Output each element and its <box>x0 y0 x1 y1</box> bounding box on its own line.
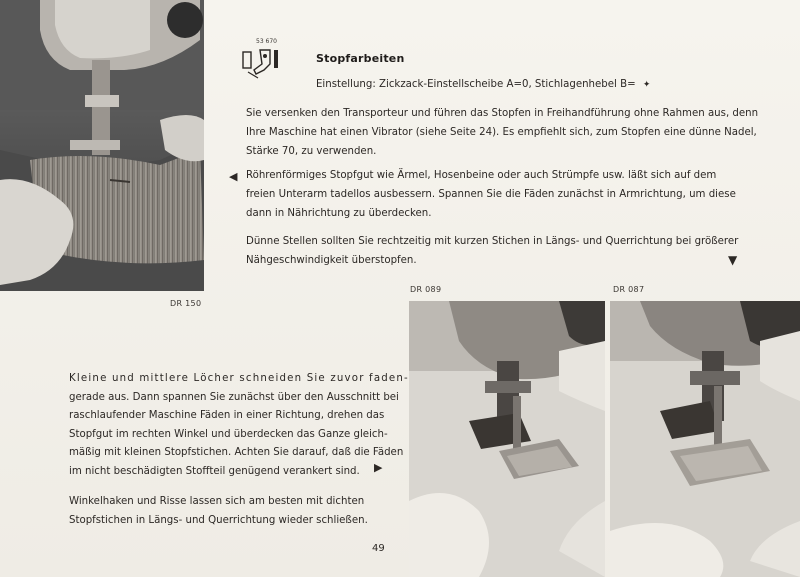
paragraph-1-line-1: Sie versenken den Transporteur und führen das Stopfen in Freihandführung ohne Rahmen aus, denn <box>246 108 759 119</box>
left-arrow-icon: ◀ <box>229 170 238 183</box>
paragraph-2 <box>246 166 736 223</box>
lower-paragraph-1-line-3: raschlaufender Maschine Fäden in einer Richtung, drehen das <box>69 410 385 422</box>
paragraph-2-line-1: Röhrenförmiges Stopfgut wie Ärmel, Hosenbeine oder auch Strümpfe usw. läßt sich auf dem <box>246 170 717 181</box>
darning-foot-icon <box>240 38 284 80</box>
setting-mark: ✦ <box>642 80 651 90</box>
lower-paragraph-2 <box>69 493 368 530</box>
down-arrow-icon: ▼ <box>728 253 738 267</box>
lower-paragraph-1 <box>69 370 409 482</box>
caption-dr089: DR 089 <box>410 285 442 294</box>
right-arrow-icon: ▶ <box>374 461 383 474</box>
paragraph-3 <box>246 232 738 270</box>
section-title: Stopfarbeiten <box>316 52 405 65</box>
lower-paragraph-1-line-5: mäßig mit kleinen Stopfstichen. Achten Sie darauf, daß die Fäden <box>69 447 404 459</box>
photo-dr089 <box>409 301 605 577</box>
part-number-label: 53 670 <box>256 38 277 45</box>
paragraph-1-line-3: Stärke 70, zu verwenden. <box>246 146 377 157</box>
setting-text: Einstellung: Zickzack-Einstellscheibe A=0, Stichlagenhebel B= <box>316 79 636 90</box>
lower-paragraph-2-line-2: Stopfstichen in Längs- und Querrichtung wieder schließen. <box>69 514 368 526</box>
lower-paragraph-1-line-4: Stopfgut im rechten Winkel und überdecken das Ganze gleich- <box>69 428 388 440</box>
caption-dr150: DR 150 <box>170 299 202 308</box>
page-number: 49 <box>372 543 385 554</box>
lower-paragraph-1-line-2: gerade aus. Dann spannen Sie zunächst über den Ausschnitt bei <box>69 391 399 403</box>
paragraph-3-line-1: Dünne Stellen sollten Sie rechtzeitig mit kurzen Stichen in Längs- und Querrichtung bei größerer <box>246 236 739 247</box>
lower-paragraph-1-line-6: im nicht beschädigten Stoffteil genügend verankert sind. <box>69 465 360 477</box>
setting-line <box>316 79 650 90</box>
caption-dr087: DR 087 <box>613 285 645 294</box>
paragraph-2-line-2: freien Unterarm tadellos ausbessern. Spannen Sie die Fäden zunächst in Armrichtung, um diese <box>246 189 736 200</box>
paragraph-2-line-3: dann in Nährichtung zu überdecken. <box>246 208 432 219</box>
lower-paragraph-2-line-1: Winkelhaken und Risse lassen sich am besten mit dichten <box>69 496 365 507</box>
photo-dr087 <box>610 301 800 577</box>
paragraph-3-line-2: Nähgeschwindigkeit überstopfen. <box>246 255 417 266</box>
lower-paragraph-1-line-1: Kleine und mittlere Löcher schneiden Sie zuvor faden- <box>69 373 409 384</box>
paragraph-1 <box>246 104 758 161</box>
paragraph-1-line-2: Ihre Maschine hat einen Vibrator (siehe Seite 24). Es empfiehlt sich, zum Stopfen eine dünne Nadel, <box>246 127 757 138</box>
photo-dr150 <box>0 0 204 291</box>
